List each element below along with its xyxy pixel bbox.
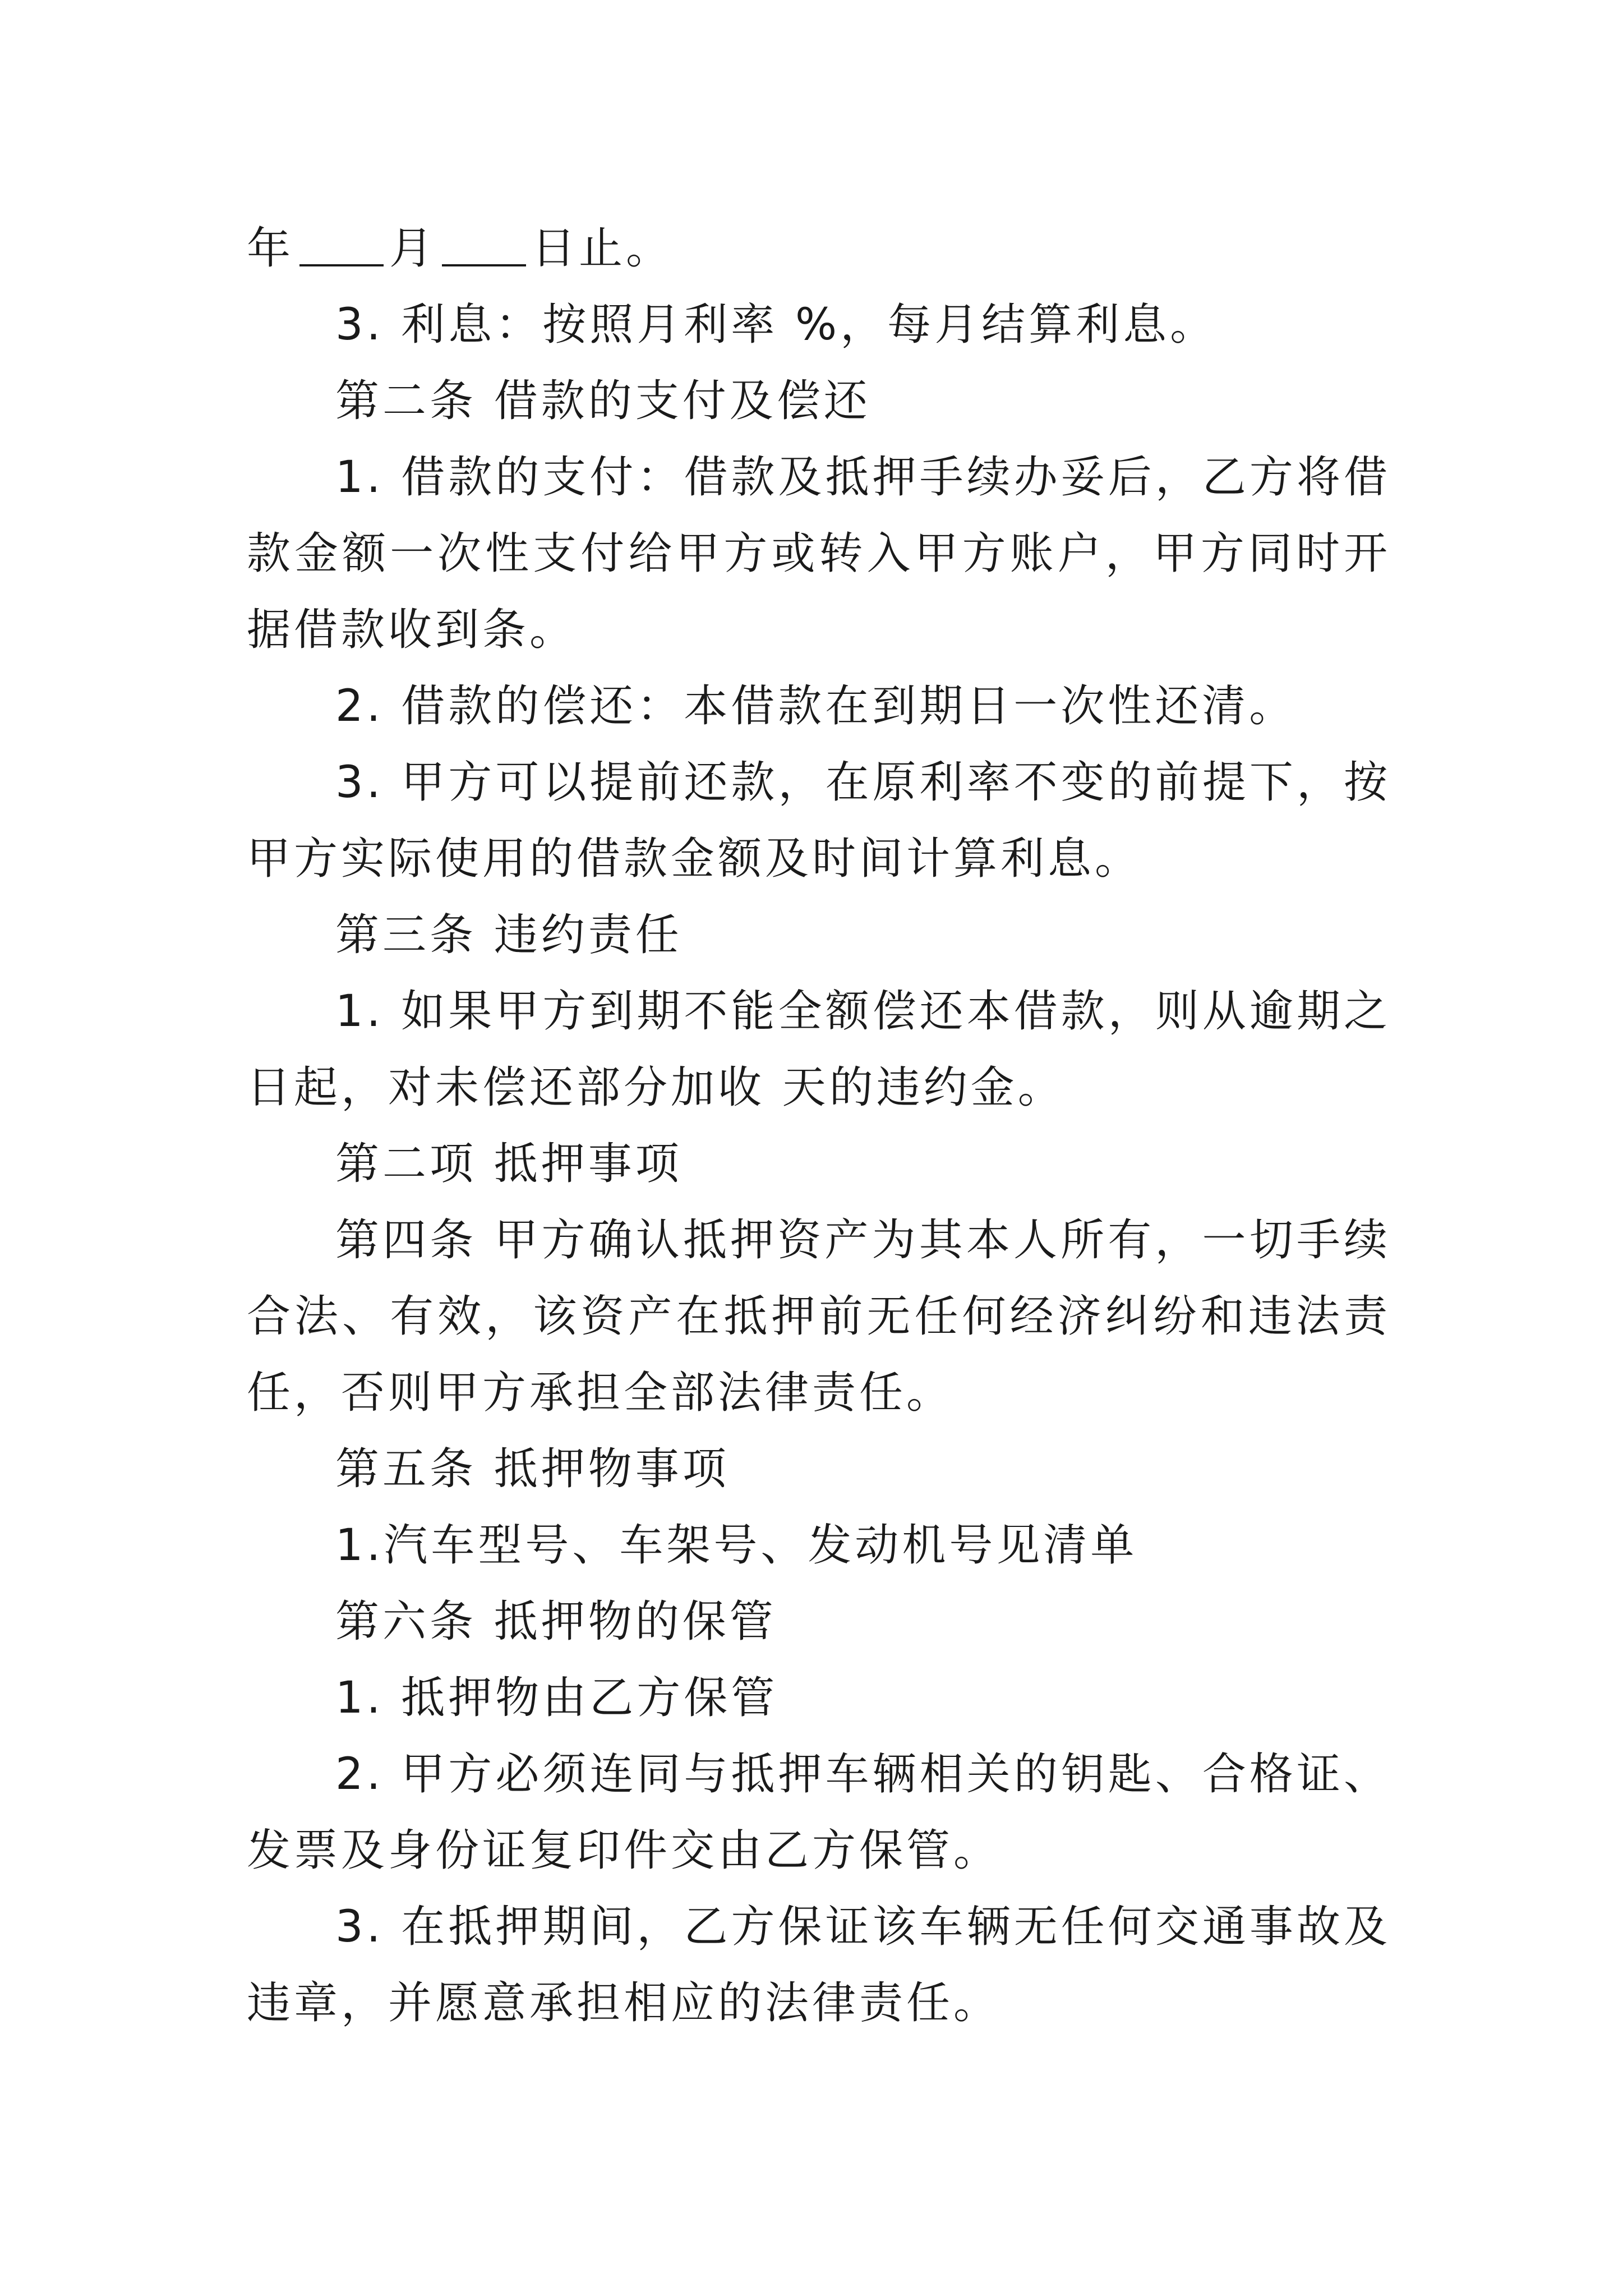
paragraph-loan-repayment: 2. 借款的偿还：本借款在到期日一次性还清。 xyxy=(335,681,1297,731)
paragraph-liability: 3. 在抵押期间，乙方保证该车辆无任何交通事故及违章，并愿意承担相应的法律责任。 xyxy=(247,1902,1391,2028)
document-body xyxy=(247,210,1391,2041)
paragraph-vehicle-details: 1.汽车型号、车架号、发动机号见清单 xyxy=(335,1520,1138,1571)
paragraph-custody: 1. 抵押物由乙方保管 xyxy=(335,1673,778,1723)
paragraph-interest: 3. 利息：按照月利率 %，每月结算利息。 xyxy=(335,300,1218,350)
heading-article-2: 第二条 借款的支付及偿还 xyxy=(335,376,871,426)
blank-month-field xyxy=(299,225,384,266)
heading-section-2: 第二项 抵押事项 xyxy=(335,1139,683,1189)
paragraph-loan-payment: 1. 借款的支付：借款及抵押手续办妥后，乙方将借款金额一次性支付给甲方或转入甲方账户，甲方同时开据借款收到条。 xyxy=(247,452,1391,655)
heading-article-6: 第六条 抵押物的保管 xyxy=(335,1596,777,1647)
paragraph-early-repayment: 3. 甲方可以提前还款，在原利率不变的前提下，按甲方实际使用的借款金额及时间计算利息。 xyxy=(247,757,1391,884)
paragraph-default-penalty: 1. 如果甲方到期不能全额偿还本借款，则从逾期之日起，对未偿还部分加收 天的违约金。 xyxy=(247,986,1391,1113)
paragraph-article-4: 第四条 甲方确认抵押资产为其本人所有，一切手续合法、有效，该资产在抵押前无任何经济纠纷和违法责任，否则甲方承担全部法律责任。 xyxy=(247,1215,1391,1418)
blank-day-field xyxy=(442,225,526,266)
text-month: 月 xyxy=(389,223,437,274)
paragraph-documents-handover: 2. 甲方必须连同与抵押车辆相关的钥匙、合格证、发票及身份证复印件交由乙方保管。 xyxy=(247,1749,1391,1876)
text-year: 年 xyxy=(247,223,294,274)
paragraph-date-end xyxy=(247,210,1391,287)
heading-article-5: 第五条 抵押物事项 xyxy=(335,1444,730,1494)
heading-article-3: 第三条 违约责任 xyxy=(335,910,683,960)
text-day-end: 日止。 xyxy=(532,223,674,274)
